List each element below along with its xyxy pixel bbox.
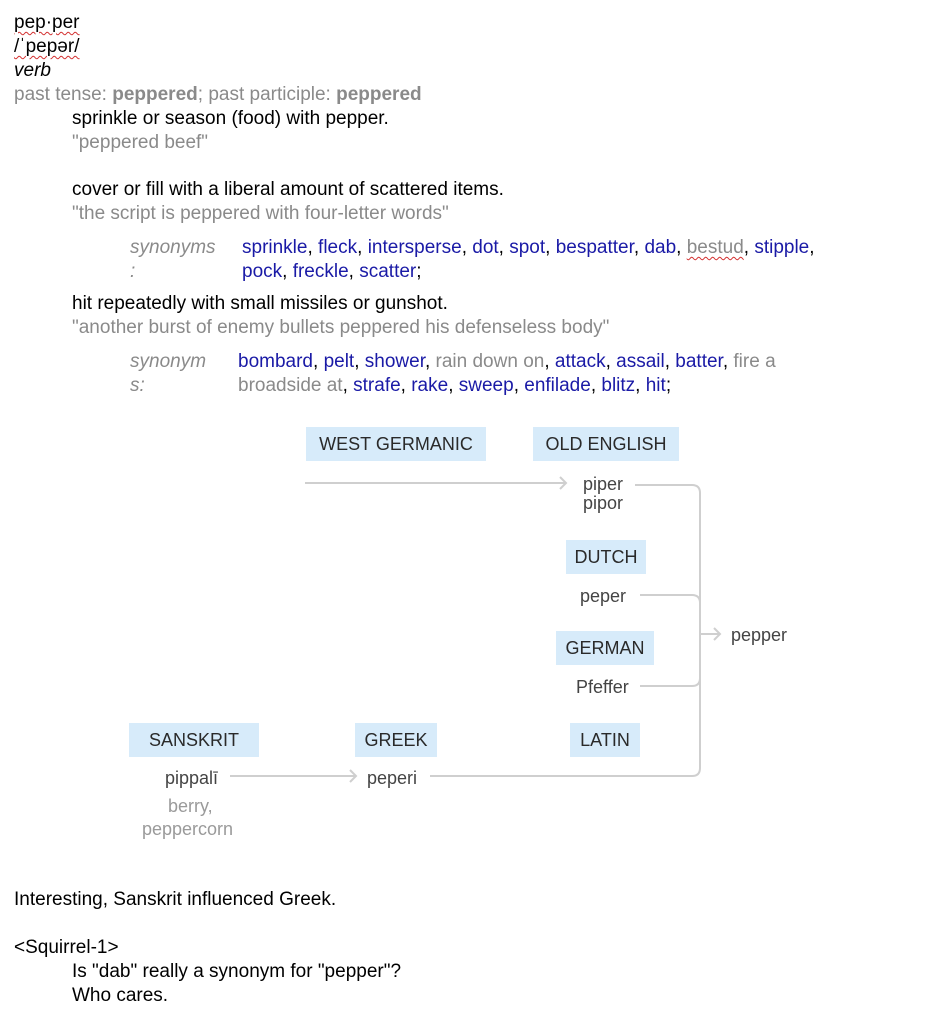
synonym-bombard[interactable]: bombard bbox=[238, 351, 313, 372]
synonym-dot[interactable]: dot bbox=[472, 237, 499, 258]
lang-old-english: OLD ENGLISH bbox=[533, 427, 679, 461]
word-pepper: pepper bbox=[731, 625, 788, 645]
sense-1-definition: sprinkle or season (food) with pepper. bbox=[72, 108, 389, 129]
lang-sanskrit: SANSKRIT bbox=[129, 723, 259, 757]
synonym-pock[interactable]: pock bbox=[242, 261, 283, 282]
connector-dutch bbox=[640, 595, 700, 603]
synonym-strafe[interactable]: strafe bbox=[353, 375, 401, 396]
synonym-enfilade[interactable]: enfilade bbox=[524, 375, 591, 396]
lang-west-germanic: WEST GERMANIC bbox=[306, 427, 486, 461]
synonym-scatter[interactable]: scatter bbox=[359, 261, 417, 282]
sense-3-synonyms-label-cont: s: bbox=[130, 375, 145, 396]
sense-2-synonyms-label-cont: : bbox=[130, 261, 136, 282]
sense-2-example: "the script is peppered with four-letter words" bbox=[72, 203, 449, 224]
synonym-sprinkle[interactable]: sprinkle bbox=[242, 237, 308, 258]
note-tag: <Squirrel-1> bbox=[14, 937, 119, 958]
synonym-broadside-at: broadside at bbox=[238, 375, 343, 396]
word-pfeffer: Pfeffer bbox=[576, 677, 629, 697]
sense-3-example: "another burst of enemy bullets peppered his defenseless body" bbox=[72, 317, 610, 338]
lang-dutch: DUTCH bbox=[566, 540, 646, 574]
synonym-hit[interactable]: hit bbox=[645, 375, 666, 396]
synonym-freckle[interactable]: freckle bbox=[292, 261, 349, 282]
word-pipor: pipor bbox=[583, 493, 624, 513]
word-peperi: peperi bbox=[367, 768, 418, 788]
lang-greek: GREEK bbox=[355, 723, 437, 757]
past-participle-value: peppered bbox=[336, 84, 422, 105]
synonym-dab[interactable]: dab bbox=[644, 237, 677, 258]
synonym-assail[interactable]: assail bbox=[616, 351, 665, 372]
synonym-rain-down-on: rain down on bbox=[435, 351, 545, 372]
note-answer: Who cares. bbox=[72, 985, 169, 1006]
note-comment: Interesting, Sanskrit influenced Greek. bbox=[14, 889, 337, 910]
sense-2-definition: cover or fill with a liberal amount of scattered items. bbox=[72, 179, 504, 200]
synonym-fire-a: fire a bbox=[733, 351, 776, 372]
sense-3-synonyms-line-2: broadside at, strafe, rake, sweep, enfilade, blitz, hit; bbox=[238, 375, 672, 396]
sense-3-synonyms-line-1: bombard, pelt, shower, rain down on, attack, assail, batter, fire a bbox=[238, 351, 776, 372]
synonym-bestud: bestud bbox=[686, 237, 744, 258]
synonym-pelt[interactable]: pelt bbox=[323, 351, 355, 372]
past-tense-label: past tense: bbox=[14, 84, 113, 105]
word-pippali-gloss-1: berry, bbox=[168, 796, 213, 816]
synonym-stipple[interactable]: stipple bbox=[754, 237, 810, 258]
synonym-batter[interactable]: batter bbox=[675, 351, 723, 372]
headword-text: pep·per bbox=[14, 12, 80, 33]
synonym-blitz[interactable]: blitz bbox=[601, 375, 636, 396]
synonym-rake[interactable]: rake bbox=[411, 375, 449, 396]
word-piper: piper bbox=[583, 474, 624, 494]
word-pippali-gloss-2: peppercorn bbox=[142, 819, 234, 839]
sense-2-synonyms-line-1: sprinkle, fleck, intersperse, dot, spot, bespatter, dab, bestud, stipple, bbox=[242, 237, 815, 258]
lang-german: GERMAN bbox=[556, 631, 654, 665]
part-of-speech: verb bbox=[14, 60, 51, 81]
synonym-intersperse[interactable]: intersperse bbox=[367, 237, 462, 258]
synonym-attack[interactable]: attack bbox=[554, 351, 606, 372]
sense-2-synonyms-line-2: pock, freckle, scatter; bbox=[242, 261, 422, 282]
connector-german bbox=[640, 678, 700, 686]
past-participle-label: ; past participle: bbox=[197, 84, 337, 105]
pronunciation-text: /ˈpepər/ bbox=[14, 36, 80, 57]
synonym-sweep[interactable]: sweep bbox=[458, 375, 514, 396]
synonym-bespatter[interactable]: bespatter bbox=[555, 237, 634, 258]
sense-1-example: "peppered beef" bbox=[72, 132, 209, 153]
sense-3-synonyms-label: synonym bbox=[130, 351, 207, 372]
note-question: Is "dab" really a synonym for "pepper"? bbox=[72, 961, 402, 982]
word-pippali: pippalī bbox=[165, 768, 219, 788]
word-peper: peper bbox=[580, 586, 627, 606]
synonym-shower[interactable]: shower bbox=[364, 351, 425, 372]
past-tense-value: peppered bbox=[112, 84, 198, 105]
lang-latin: LATIN bbox=[570, 723, 640, 757]
synonym-spot[interactable]: spot bbox=[509, 237, 546, 258]
sense-3-definition: hit repeatedly with small missiles or gunshot. bbox=[72, 293, 448, 314]
synonym-fleck[interactable]: fleck bbox=[318, 237, 358, 258]
sense-2-synonyms-label: synonyms bbox=[130, 237, 216, 258]
